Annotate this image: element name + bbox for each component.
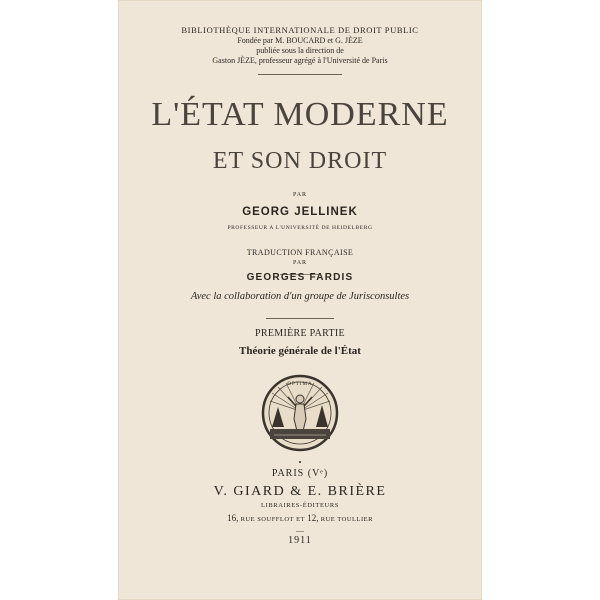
address-number-1: 16, [227,513,239,523]
imprint-city: PARIS (Vᵉ) [271,468,329,479]
imprint-dash: — [296,526,304,535]
author-name: GEORG JELLINEK [242,206,358,218]
series-title: BIBLIOTHÈQUE INTERNATIONALE DE DROIT PUBLIC [181,25,419,35]
part-subject: Théorie générale de l'État [239,345,361,357]
publisher-name: V. GIARD & E. BRIÈRE [213,484,387,499]
address-number-2: 12, [307,513,319,523]
publication-year: 1911 [288,535,312,546]
translator-name: GEORGES FARDIS [246,272,354,283]
series-editor: Gaston JÈZE, professeur agrégé à l'Université de Paris [212,56,388,65]
address-street-1: RUE SOUFFLOT ET [240,516,306,523]
book-title: L'ÉTAT MODERNE [151,96,449,133]
middle-rule [266,318,334,319]
imprint-dot: • [298,458,302,467]
series-founders: Fondée par M. BOUCARD et G. JÈZE [237,36,363,45]
series-direction: publiée sous la direction de [256,46,344,55]
publisher-role: LIBRAIRES-ÉDITEURS [261,502,339,509]
translation-par-label: PAR [292,260,308,266]
emblem-motto: OPTIMA [287,382,313,387]
collaboration-note: Avec la collaboration d'un groupe de Jurisconsultes [190,291,410,302]
title-page [118,0,482,600]
book-subtitle: ET SON DROIT [212,148,388,174]
part-label: PREMIÈRE PARTIE [255,328,345,339]
address-street-2: RUE TOULLIER [320,516,373,523]
top-rule [258,74,342,75]
par-label: PAR [292,192,308,198]
author-affiliation: PROFESSEUR A L'UNIVERSITÉ DE HEIDELBERG [227,225,373,231]
translation-label: TRADUCTION FRANÇAISE [246,248,354,257]
publisher-address [118,513,482,523]
